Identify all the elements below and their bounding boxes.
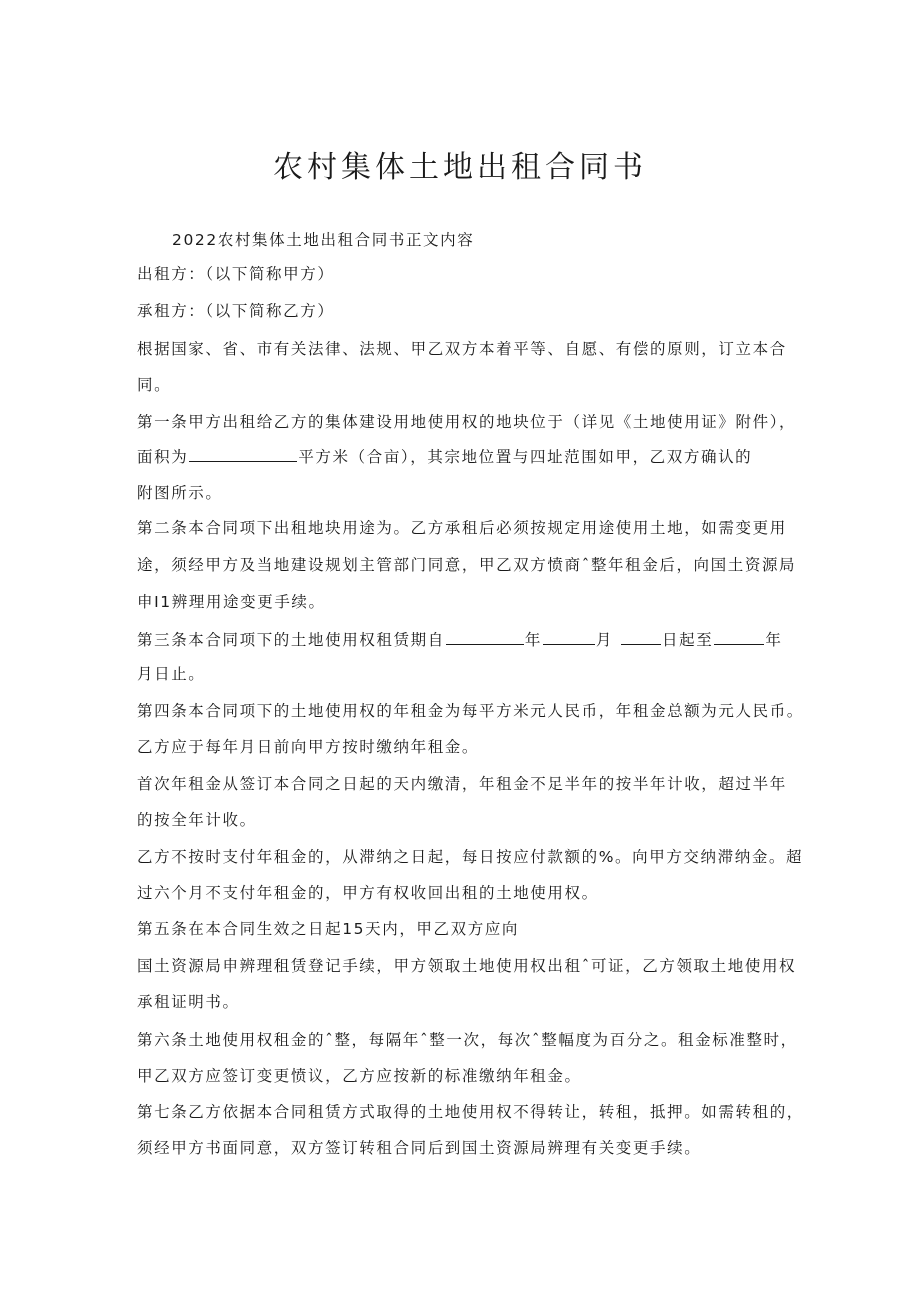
article1-area-label: 面积为 — [137, 448, 189, 466]
article3-line-1 — [137, 629, 782, 651]
intro-line-1: 根据国家、省、市有关法律、法规、甲乙双方本着平等、自愿、有偿的原则，订立本合 — [137, 340, 787, 358]
article5-line-2: 国土资源局申辨理租赁登记手续，甲方领取土地使用权出租ˆ可证，乙方领取土地使用权 — [137, 957, 797, 975]
lessor-line: 出租方：（以下简称甲方） — [137, 265, 335, 283]
article2-line-3: 申I1辨理用途变更手续。 — [137, 593, 326, 611]
intro-line-2: 同。 — [137, 376, 172, 394]
article4-line-4: 的按全年计收。 — [137, 811, 257, 829]
article3-line-2: 月日止。 — [137, 665, 206, 683]
article5-line-3: 承租证明书。 — [137, 993, 240, 1011]
article1-line-3: 附图所示。 — [137, 484, 223, 502]
article2-line-2: 途，须经甲方及当地建设规划主管部门同意，甲乙双方愤商ˆ整年租金后，向国土资源局 — [137, 556, 797, 574]
article1-area-rest: 平方米（合亩），其宗地位置与四址范围如甲，乙双方确认的 — [298, 448, 753, 466]
article3-day-label: 日起至 — [662, 631, 714, 649]
lessee-line: 承租方：（以下简称乙方） — [137, 302, 335, 320]
article7-line-2: 须经甲方书面同意，双方签订转租合同后到国土资源局辨理有关变更手续。 — [137, 1139, 702, 1157]
article4-line-1: 第四条本合同项下的土地使用权的年租金为每平方米元人民币，年租金总额为元人民币。 — [137, 702, 804, 720]
article1-line-2 — [137, 446, 752, 468]
article4-line-5: 乙方不按时支付年租金的，从滞纳之日起，每日按应付款额的%。向甲方交纳滞纳金。超 — [137, 848, 804, 866]
article6-line-2: 甲乙双方应签订变更愤议，乙方应按新的标准缴纳年租金。 — [137, 1067, 582, 1085]
start-year-blank — [446, 630, 524, 645]
article1-line-1: 第一条甲方出租给乙方的集体建设用地使用权的地块位于（详见《土地使用证》附件）， — [137, 413, 797, 431]
document-subtitle: 2022农村集体土地出租合同书正文内容 — [172, 231, 475, 249]
article3-period-label: 第三条本合同项下的土地使用权租赁期自 — [137, 631, 445, 649]
article4-line-3: 首次年租金从签订本合同之日起的天内缴清，年租金不足半年的按半年计收，超过半年 — [137, 775, 787, 793]
article7-line-1: 第七条乙方依据本合同租赁方式取得的土地使用权不得转让，转租，抵押。如需转租的， — [137, 1103, 804, 1121]
article2-line-1: 第二条本合同项下出租地块用途为。乙方承租后必须按规定用途使用土地，如需变更用 — [137, 519, 787, 537]
article4-line-6: 过六个月不支付年租金的，甲方有权收回出租的土地使用权。 — [137, 884, 599, 902]
article5-line-1: 第五条在本合同生效之日起15天内，甲乙双方应向 — [137, 920, 520, 938]
end-year-blank — [714, 630, 764, 645]
start-month-blank — [543, 630, 595, 645]
area-blank — [189, 447, 297, 462]
start-day-blank — [621, 630, 661, 645]
article4-line-2: 乙方应于每年月日前向甲方按时缴纳年租金。 — [137, 738, 480, 756]
document-title: 农村集体土地出租合同书 — [273, 150, 647, 185]
article3-month-label: 月 — [595, 631, 614, 649]
article6-line-1: 第六条土地使用权租金的ˆ整，每隔年ˆ整一次，每次ˆ整幅度为百分之。租金标准整时， — [137, 1031, 798, 1049]
article3-year-label: 年 — [524, 631, 542, 649]
article3-end-year-label: 年 — [765, 631, 783, 649]
